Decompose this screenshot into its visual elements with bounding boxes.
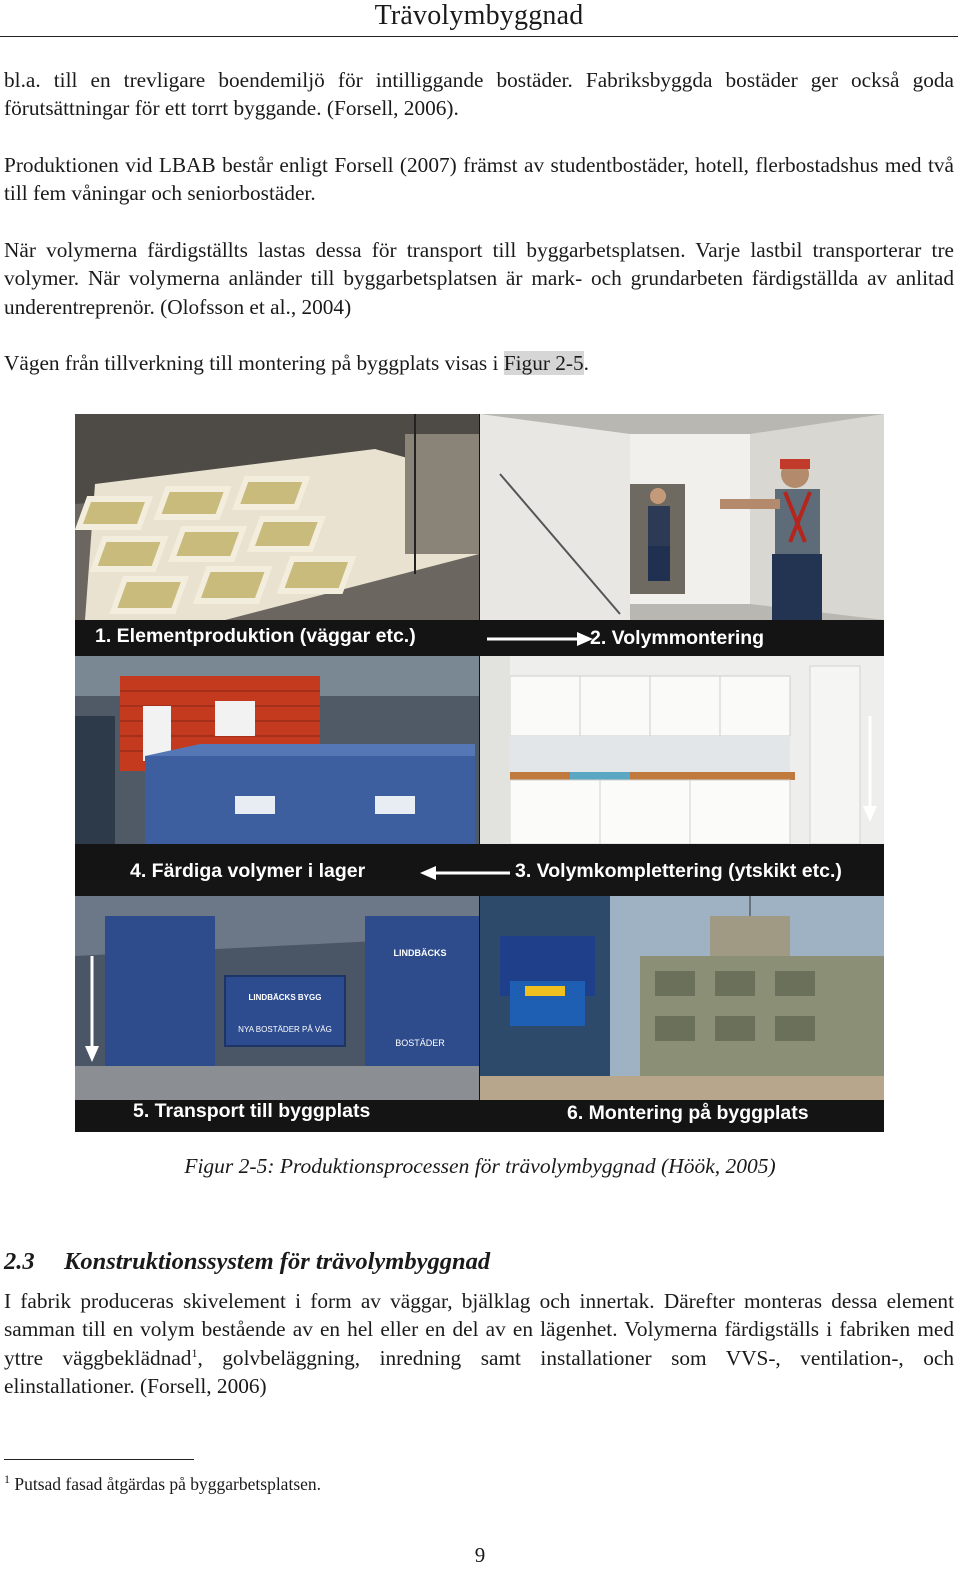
photo-transport: [75, 896, 479, 1100]
photo-finished-volumes-storage: [75, 656, 479, 844]
figure-cross-reference-link[interactable]: Figur 2-5: [503, 351, 584, 375]
tarp-slogan-text-2: BOSTÄDER: [395, 1038, 445, 1048]
paragraph-construction-system: [4, 1287, 954, 1401]
arrow-down-icon: [861, 714, 879, 824]
tarp-slogan-text: NYA BOSTÄDER PÅ VÄG: [238, 1025, 332, 1034]
section-heading: [4, 1248, 490, 1276]
figure-caption: Figur 2-5: Produktionsprocessen för trävolymbyggnad (Höök, 2005): [184, 1154, 776, 1178]
arrow-right-icon: [485, 630, 595, 648]
photo-volume-completion-kitchen: [480, 656, 884, 844]
footnote: [4, 1474, 321, 1495]
figure-reference-period: .: [583, 351, 589, 375]
running-header: [0, 0, 958, 37]
section-body-part-2: , golvbeläggning, inredning samt installationer som VVS-, ventilation-, och elinstallationer. (Forsell, 2006): [4, 1345, 954, 1399]
paragraph-figure-reference: [4, 349, 954, 377]
tarp-brand-text: LINDBÄCKS BYGG: [248, 993, 322, 1002]
figure-reference-text: Vägen från tillverkning till montering på byggplats visas i: [4, 351, 504, 375]
step-6-label: 6. Montering på byggplats: [567, 1102, 809, 1124]
photo-site-assembly: [480, 896, 884, 1100]
paragraph-transport: När volymerna färdigställts lastas dessa för transport till byggarbetsplatsen. Varje lastbil transporterar tre volymer. När volymerna anländer till byggarbetsplatsen är mark- och grundarbeten färdigställda av anlitad underentreprenör. (Olofsson et al., 2004): [4, 238, 954, 319]
paragraph-intro: bl.a. till en trevligare boendemiljö för intilliggande bostäder. Fabriksbyggda bostäder ger också goda förutsättningar för ett torrt byggande. (Forsell, 2006).: [4, 68, 954, 121]
footnote-marker: 1: [4, 1472, 10, 1487]
section-title: Konstruktionssystem för trävolymbyggnad: [64, 1248, 491, 1275]
step-1-label: 1. Elementproduktion (väggar etc.): [95, 625, 416, 647]
arrow-left-icon: [420, 864, 512, 882]
production-process-figure: [75, 414, 884, 1132]
document-title: Trävolymbyggnad: [374, 0, 584, 31]
step-3-label: 3. Volymkomplettering (ytskikt etc.): [515, 860, 842, 882]
section-body-part-1: I fabrik produceras skivelement i form av väggar, bjälklag och innertak. Därefter monteras dessa element samman till en volym bestående av en hel eller en del av en lägenhet. Volymerna färdigställs i fabriken med yttre väggbeklädnad: [4, 1289, 954, 1370]
footnote-reference[interactable]: 1: [191, 1345, 198, 1360]
step-2-label: 2. Volymmontering: [590, 627, 765, 649]
photo-volume-assembly: [480, 414, 884, 620]
step-5-label: 5. Transport till byggplats: [133, 1100, 371, 1122]
section-number: 2.3: [4, 1248, 35, 1275]
page-number: 9: [474, 1543, 486, 1567]
photo-element-production: [75, 414, 479, 620]
footnote-divider: [4, 1459, 194, 1460]
paragraph-production: Produktionen vid LBAB består enligt Forsell (2007) främst av studentbostäder, hotell, flerbostadshus med två till fem våningar och seniorbostäder.: [4, 153, 954, 206]
arrow-down-left-icon: [83, 954, 101, 1064]
tarp-brand-text-2: LINDBÄCKS: [393, 948, 447, 958]
footnote-text: Putsad fasad åtgärdas på byggarbetsplatsen.: [14, 1474, 322, 1494]
step-4-label: 4. Färdiga volymer i lager: [130, 860, 366, 882]
